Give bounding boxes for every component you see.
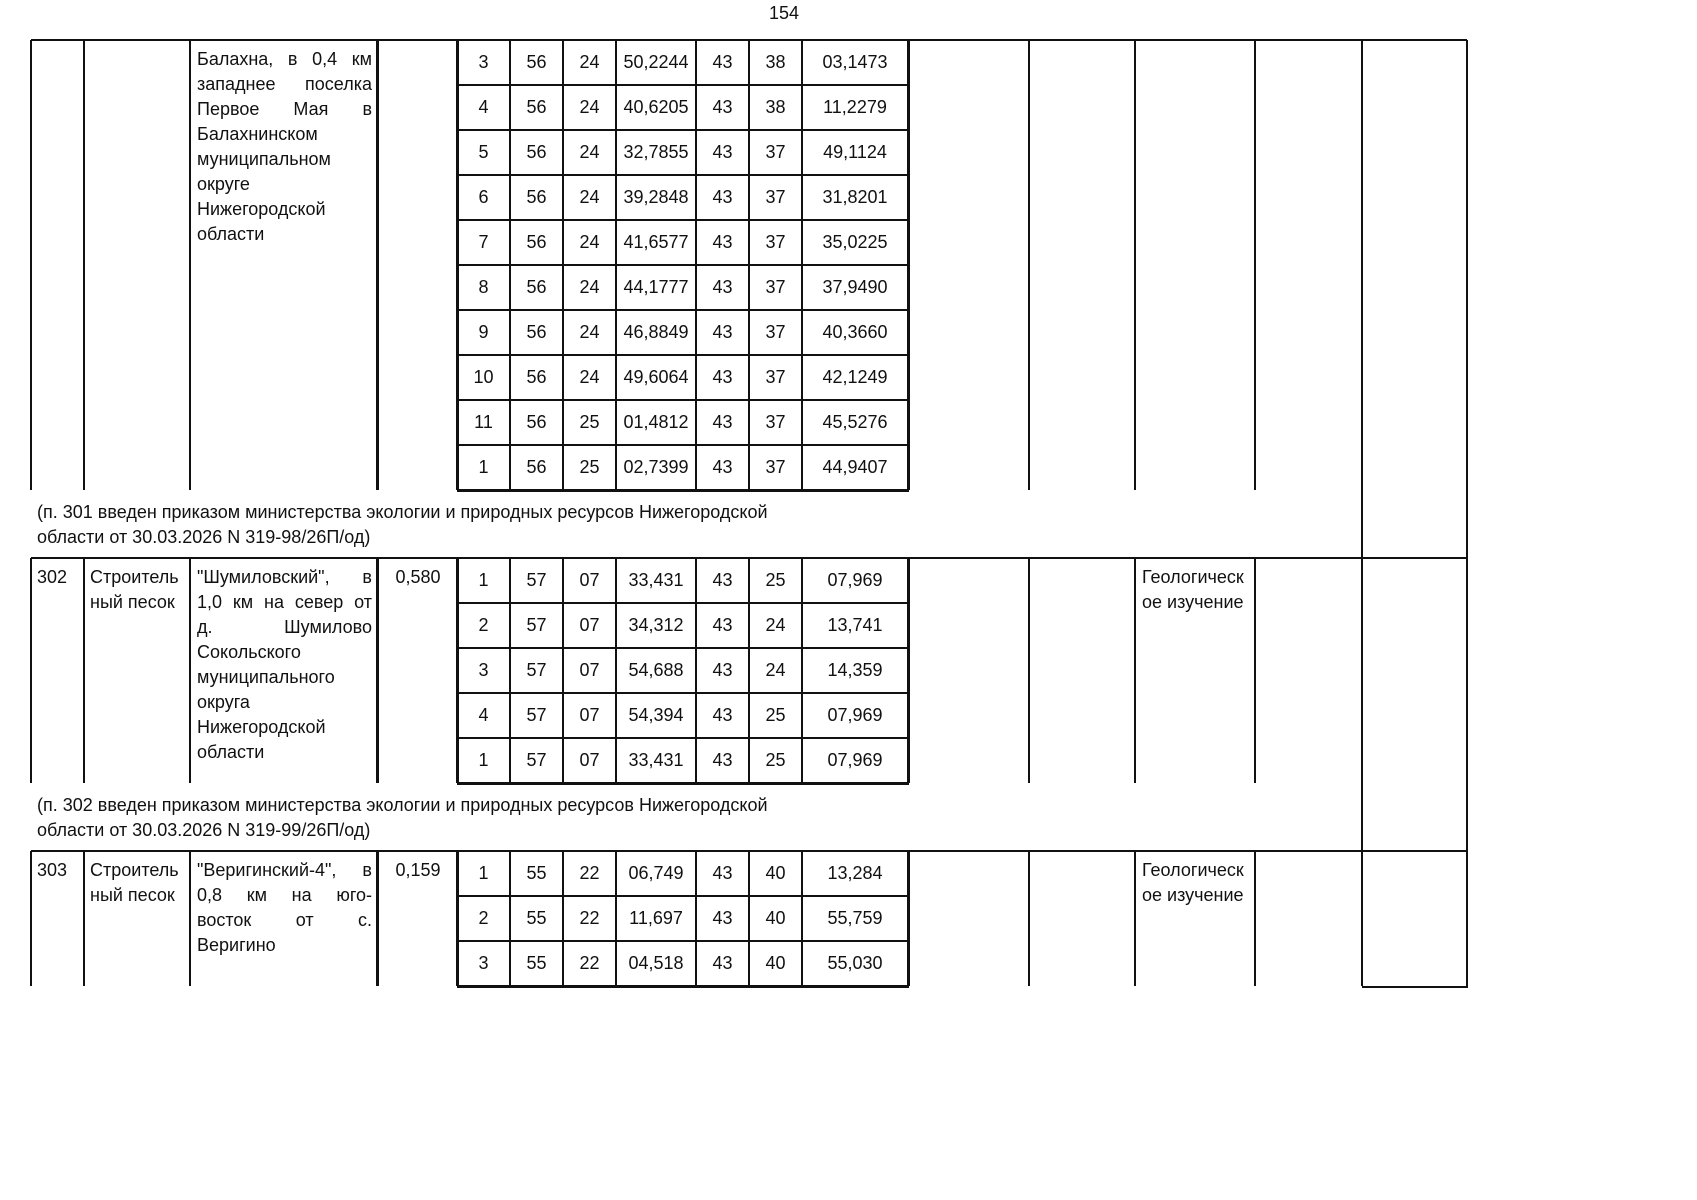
coord-row-line-bold <box>457 986 909 988</box>
mineral-type: ный песок <box>90 592 175 612</box>
lat-min: 22 <box>579 908 600 928</box>
lon-min: 25 <box>765 570 786 590</box>
area-value: 0,159 <box>395 860 441 880</box>
lon-min: 37 <box>765 277 786 297</box>
column-line <box>83 40 85 490</box>
lon-sec: 55,030 <box>827 953 883 973</box>
column-line <box>1466 783 1468 853</box>
lon-min: 37 <box>765 187 786 207</box>
lon-sec: 35,0225 <box>822 232 888 252</box>
lat-sec: 06,749 <box>628 863 684 883</box>
lon-min: 40 <box>765 908 786 928</box>
point-number: 5 <box>478 142 489 162</box>
column-line-bold <box>908 851 910 986</box>
lat-sec: 01,4812 <box>623 412 689 432</box>
site-description: муниципальном <box>197 149 331 169</box>
lon-min: 24 <box>765 660 786 680</box>
lat-deg: 57 <box>526 615 547 635</box>
lon-min: 25 <box>765 750 786 770</box>
column-line <box>1254 558 1256 783</box>
column-line <box>1361 783 1363 853</box>
lon-deg: 43 <box>712 570 733 590</box>
lat-min: 24 <box>579 322 600 342</box>
site-description: округа <box>197 692 250 712</box>
column-line <box>30 851 32 986</box>
lat-min: 24 <box>579 367 600 387</box>
mineral-type: Строитель <box>90 860 179 880</box>
lon-sec: 07,969 <box>827 750 883 770</box>
lon-min: 37 <box>765 367 786 387</box>
mineral-type: Строитель <box>90 567 179 587</box>
lon-deg: 43 <box>712 457 733 477</box>
site-description: Нижегородской <box>197 717 326 737</box>
lon-deg: 43 <box>712 232 733 252</box>
column-line-bold <box>908 40 910 490</box>
site-description: муниципального <box>197 667 335 687</box>
lat-min: 24 <box>579 52 600 72</box>
column-line <box>1254 40 1256 490</box>
purpose-text: Геологическ <box>1142 860 1244 880</box>
lon-deg: 43 <box>712 322 733 342</box>
lat-sec: 54,394 <box>628 705 684 725</box>
point-number: 3 <box>478 660 489 680</box>
lat-deg: 56 <box>526 277 547 297</box>
lat-deg: 56 <box>526 412 547 432</box>
lon-deg: 43 <box>712 97 733 117</box>
site-description: Первое Мая в <box>197 99 372 119</box>
lon-sec: 03,1473 <box>822 52 888 72</box>
point-number: 4 <box>478 705 489 725</box>
column-line <box>1028 851 1030 986</box>
lon-min: 37 <box>765 412 786 432</box>
section-number: 303 <box>37 860 68 880</box>
lon-deg: 43 <box>712 277 733 297</box>
site-description: Балахна, в 0,4 км <box>197 49 372 69</box>
column-line <box>189 40 191 490</box>
site-description: Сокольского <box>197 642 301 662</box>
amendment-note: области от 30.03.2026 N 319-98/26П/од) <box>37 527 371 547</box>
lat-min: 07 <box>579 705 600 725</box>
column-line <box>1134 40 1136 490</box>
lat-min: 07 <box>579 660 600 680</box>
column-line <box>1028 558 1030 783</box>
column-line <box>1466 851 1468 986</box>
lon-sec: 13,741 <box>827 615 883 635</box>
column-line <box>1028 40 1030 490</box>
amendment-note: (п. 302 введен приказом министерства экологии и природных ресурсов Нижегородской <box>37 795 768 815</box>
lon-sec: 49,1124 <box>823 142 887 162</box>
lat-min: 24 <box>579 142 600 162</box>
column-line <box>1134 851 1136 986</box>
lon-deg: 43 <box>712 615 733 635</box>
lon-deg: 43 <box>712 367 733 387</box>
lon-sec: 07,969 <box>827 705 883 725</box>
lat-min: 25 <box>579 457 600 477</box>
point-number: 6 <box>478 187 489 207</box>
lat-deg: 56 <box>526 457 547 477</box>
lat-deg: 56 <box>526 97 547 117</box>
lat-sec: 54,688 <box>628 660 684 680</box>
column-line <box>1466 558 1468 783</box>
point-number: 1 <box>478 457 489 477</box>
lat-min: 24 <box>579 277 600 297</box>
lat-sec: 50,2244 <box>623 52 689 72</box>
lon-min: 38 <box>765 97 786 117</box>
lon-deg: 43 <box>712 142 733 162</box>
lon-sec: 14,359 <box>827 660 883 680</box>
point-number: 9 <box>478 322 489 342</box>
site-description: д. Шумилово <box>197 617 372 637</box>
lat-sec: 32,7855 <box>623 142 689 162</box>
site-description: Балахнинском <box>197 124 318 144</box>
site-description: восток от с. <box>197 910 372 930</box>
table-bottom-border <box>1362 986 1468 988</box>
lat-sec: 33,431 <box>628 750 684 770</box>
lat-sec: 34,312 <box>628 615 684 635</box>
area-value: 0,580 <box>395 567 441 587</box>
lat-sec: 44,1777 <box>623 277 689 297</box>
column-line <box>1254 851 1256 986</box>
site-description: 1,0 км на север от <box>197 592 372 612</box>
point-number: 4 <box>478 97 489 117</box>
lat-sec: 11,697 <box>629 908 683 928</box>
page-number: 154 <box>768 3 800 23</box>
site-description: "Веригинский-4", в <box>197 860 372 880</box>
lat-deg: 56 <box>526 322 547 342</box>
lon-deg: 43 <box>712 750 733 770</box>
point-number: 7 <box>478 232 489 252</box>
lat-deg: 55 <box>526 953 547 973</box>
lon-deg: 43 <box>712 863 733 883</box>
lon-sec: 31,8201 <box>822 187 888 207</box>
lat-sec: 49,6064 <box>623 367 689 387</box>
lon-deg: 43 <box>712 953 733 973</box>
lon-sec: 40,3660 <box>822 322 888 342</box>
lat-deg: 55 <box>526 863 547 883</box>
lat-sec: 02,7399 <box>623 457 689 477</box>
lat-deg: 57 <box>526 660 547 680</box>
column-line <box>1361 851 1363 986</box>
lat-min: 24 <box>579 232 600 252</box>
lat-sec: 46,8849 <box>623 322 689 342</box>
lon-deg: 43 <box>712 412 733 432</box>
column-line <box>1466 40 1468 490</box>
lat-deg: 56 <box>526 232 547 252</box>
lat-sec: 40,6205 <box>623 97 689 117</box>
point-number: 1 <box>478 750 489 770</box>
lon-sec: 44,9407 <box>822 457 888 477</box>
point-number: 1 <box>478 570 489 590</box>
point-number: 3 <box>478 953 489 973</box>
point-number: 10 <box>473 367 494 387</box>
column-line <box>1361 558 1363 783</box>
lon-min: 37 <box>765 232 786 252</box>
point-number: 1 <box>478 863 489 883</box>
lon-sec: 07,969 <box>827 570 883 590</box>
lon-deg: 43 <box>712 705 733 725</box>
coord-row-line-bold <box>457 490 909 492</box>
column-line-bold <box>377 40 379 490</box>
amendment-note: области от 30.03.2026 N 319-99/26П/од) <box>37 820 371 840</box>
lon-min: 37 <box>765 142 786 162</box>
column-line <box>1134 558 1136 783</box>
point-number: 8 <box>478 277 489 297</box>
lat-deg: 57 <box>526 570 547 590</box>
column-line <box>30 558 32 783</box>
purpose-text: Геологическ <box>1142 567 1244 587</box>
lat-sec: 33,431 <box>628 570 684 590</box>
amendment-note: (п. 301 введен приказом министерства экологии и природных ресурсов Нижегородской <box>37 502 768 522</box>
lon-sec: 13,284 <box>827 863 883 883</box>
lat-min: 07 <box>579 570 600 590</box>
lon-min: 40 <box>765 953 786 973</box>
lat-deg: 56 <box>526 52 547 72</box>
coord-row-line-bold <box>457 783 909 785</box>
lat-deg: 57 <box>526 750 547 770</box>
lon-min: 24 <box>765 615 786 635</box>
lon-sec: 11,2279 <box>823 97 887 117</box>
site-description: области <box>197 742 265 762</box>
lat-sec: 39,2848 <box>623 187 689 207</box>
point-number: 3 <box>478 52 489 72</box>
lon-min: 25 <box>765 705 786 725</box>
column-line <box>1361 490 1363 560</box>
lon-deg: 43 <box>712 187 733 207</box>
column-line <box>189 851 191 986</box>
column-line <box>30 40 32 490</box>
lat-deg: 55 <box>526 908 547 928</box>
column-line-bold <box>908 558 910 783</box>
lat-min: 07 <box>579 615 600 635</box>
lat-deg: 56 <box>526 142 547 162</box>
point-number: 2 <box>478 908 489 928</box>
lat-deg: 57 <box>526 705 547 725</box>
column-line-bold <box>377 558 379 783</box>
column-line <box>83 558 85 783</box>
lat-sec: 41,6577 <box>623 232 689 252</box>
lon-min: 37 <box>765 322 786 342</box>
site-description: 0,8 км на юго- <box>197 885 372 905</box>
lon-sec: 55,759 <box>827 908 883 928</box>
lat-min: 24 <box>579 97 600 117</box>
lat-min: 24 <box>579 187 600 207</box>
column-line <box>189 558 191 783</box>
lat-deg: 56 <box>526 187 547 207</box>
lat-min: 22 <box>579 863 600 883</box>
site-description: округе <box>197 174 250 194</box>
column-line <box>83 851 85 986</box>
purpose-text: ое изучение <box>1142 885 1244 905</box>
purpose-text: ое изучение <box>1142 592 1244 612</box>
site-description: области <box>197 224 265 244</box>
lat-sec: 04,518 <box>628 953 684 973</box>
lat-deg: 56 <box>526 367 547 387</box>
mineral-type: ный песок <box>90 885 175 905</box>
lon-deg: 43 <box>712 908 733 928</box>
column-line <box>1466 490 1468 560</box>
site-description: западнее поселка <box>197 74 372 94</box>
lon-deg: 43 <box>712 660 733 680</box>
lon-min: 40 <box>765 863 786 883</box>
column-line <box>1361 40 1363 490</box>
lon-sec: 37,9490 <box>822 277 888 297</box>
lon-min: 38 <box>765 52 786 72</box>
lat-min: 25 <box>579 412 600 432</box>
point-number: 11 <box>474 412 493 432</box>
lon-sec: 45,5276 <box>822 412 888 432</box>
section-number: 302 <box>37 567 68 587</box>
lon-sec: 42,1249 <box>822 367 888 387</box>
lon-min: 37 <box>765 457 786 477</box>
lon-deg: 43 <box>712 52 733 72</box>
point-number: 2 <box>478 615 489 635</box>
site-description: Веригино <box>197 935 276 955</box>
lat-min: 22 <box>579 953 600 973</box>
lat-min: 07 <box>579 750 600 770</box>
site-description: Нижегородской <box>197 199 326 219</box>
site-description: "Шумиловский", в <box>197 567 372 587</box>
